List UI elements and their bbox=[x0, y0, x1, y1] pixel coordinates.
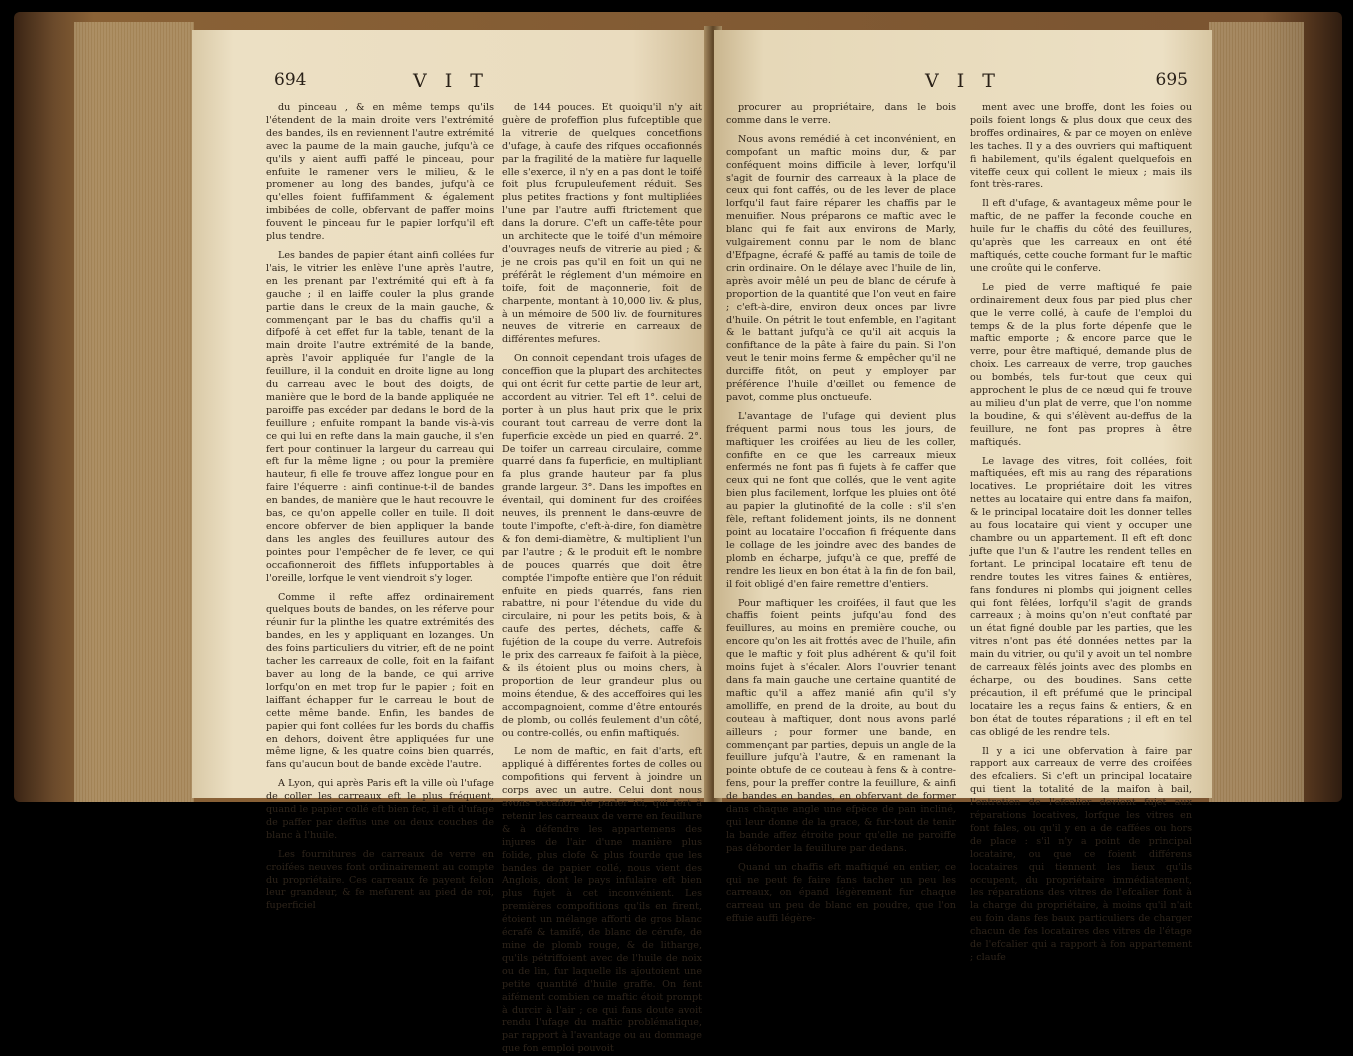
running-head: V I T bbox=[413, 70, 489, 92]
paragraph: Le lavage des vitres, foit collées, foit maftiquées, eft mis au rang des réparations locatives. Le propriétaire doit les vitres nettes au locataire qui entre dans fa maifon, & le principal locataire doit les donner telles au fous locataire qui vient y occuper une chambre ou un appartement. Il eft eft donc jufte que l'un & l'autre les rendent telles en fortant. Le principal locataire eft tenu de rendre toutes les vitres faines & entières, fans fondures ni plombs qui joignent celles qui font fèlées, lorfqu'il s'agit de grands carreaux ; à moins qu'on n'eut conftaté par un état figné double par les parties, que les vitres n'ont pas été données nettes par la main du vitrier, ou qu'il y avoit un tel nombre de carreaux fèlés joints avec des plombs en écharpe, ou des boudines. Sans cette précaution, il eft préfumé que le principal locataire les a reçus fains & entiers, & en bon état de toutes réparations ; il eft en tel cas obligé de les rendre tels. bbox=[970, 455, 1192, 738]
page-edges-right bbox=[1209, 22, 1304, 802]
paragraph: L'avantage de l'ufage qui devient plus fréquent parmi nous tous les jours, de maftiquer les croifées au lieu de les coller, confifte en ce que les carreaux mieux enfermés ne font pas fi fujets à fe caffer que ceux qui ne font que collés, que le vent agite bien plus facilement, lorfque les pluies ont ôté au papier la glutinofité de la colle : s'il s'en fèle, reftant folidement joints, ils ne donnent point au locataire l'occafion fi fréquente dans le collage de les joindre avec des bandes de plomb en écharpe, jufqu'à ce que, preffé de rendre les lieux en bon état à la fin de fon bail, il foit obligé d'en faire remettre d'entiers. bbox=[726, 410, 956, 590]
paragraph: procurer au propriétaire, dans le bois comme dans le verre. bbox=[726, 102, 956, 126]
left-page-header bbox=[192, 70, 710, 100]
right-page-column-1 bbox=[726, 102, 956, 925]
paragraph: Les bandes de papier étant ainfi collées fur l'ais, le vitrier les enlève l'une après l'autre, en les prenant par l'extrémité qui eft à fa gauche ; il en laiffe couler la plus grande partie dans le creux de la main gauche, & commençant par le bas du chaffis qu'il a difpofé à cet effet fur la table, tenant de la main droite l'autre extrémité de la bande, après l'avoir appliquée fur l'angle de la feuillure, il la conduit en droite ligne au long du carreau avec le bout des doigts, de manière que le bord de la bande appliquée ne paroiffe pas excéder par dedans le bord de la feuillure ; enfuite rompant la bande vis-à-vis ce qui lui en refte dans la main gauche, il s'en fert pour continuer la largeur du carreau qui eft fur la même ligne ; ou pour la première hauteur, fi elle fe trouve affez longue pour en faire l'équerre : ainfi continue-t-il de bandes en bandes, de manière que le haut recouvre le bas, ce qu'on appelle coller en tuile. Il doit encore obferver de bien appliquer la bande dans les angles des feuillures autour des pointes pour l'empêcher de fe lever, ce qui occafionneroit des fifflets infupportables à l'oreille, lorfque le vent viendroit s'y loger. bbox=[266, 249, 494, 584]
page-number: 694 bbox=[274, 70, 307, 90]
open-book bbox=[14, 12, 1342, 1055]
left-page-column-1 bbox=[266, 102, 494, 912]
right-page-column-2 bbox=[970, 102, 1192, 963]
paragraph: ment avec une broffe, dont les foies ou poils foient longs & plus doux que ceux des broffes ordinaires, & par ce moyen on enlève les taches. Il y a des ouvriers qui maftiquent fi habilement, qu'ils égalent quelquefois en viteffe ceux qui collent le mieux ; mais ils font très-rares. bbox=[970, 102, 1192, 191]
paragraph: Le nom de maftic, en fait d'arts, eft appliqué à différentes fortes de colles ou compofitions qui fervent à joindre un corps avec un autre. Celui dont nous avons occafion de parler ici, qui fert à retenir les carreaux de verre en feuillure & à défendre les appartemens des injures de l'air d'une manière plus folide, plus clofe & plus fourde que les bandes de papier collé, nous vient des Anglois, dont le pays infulaire eft bien plus fujet à cet inconvénient. Les premières compofitions qu'ils en firent, étoient un mélange afforti de gros blanc écrafé & tamifé, de blanc de cérufe, de mine de plomb rouge, & de litharge, qu'ils pétriffoient avec de l'huile de noix ou de lin, fur laquelle ils ajoutoient une petite quantité d'huile graffe. On fent aifément combien ce maftic étoit prompt à durcir à l'air ; ce qui fans doute avoit rendu l'ufage du maftic problématique, par rapport à l'avantage ou au dommage que fon emploi pouvoit bbox=[502, 746, 702, 1055]
right-page-header bbox=[714, 70, 1212, 100]
running-head: V I T bbox=[925, 70, 1001, 92]
page-number: 695 bbox=[1155, 70, 1188, 90]
paragraph: Le pied de verre maftiqué fe paie ordinairement deux fous par pied plus cher que le verre collé, à caufe de l'emploi du temps & de la plus forte dépenfe que le maftic emporte ; & encore parce que le verre, pour être maftiqué, demande plus de choix. Les carreaux de verre, trop gauches ou bombés, tels fur-tout que ceux qui approchent le plus de ce nœud qui fe trouve au milieu d'un plat de verre, que l'on nomme la boudine, & qui s'élèvent au-deffus de la feuillure, ne font pas propres à être maftiqués. bbox=[970, 281, 1192, 448]
paragraph: du pinceau , & en même temps qu'ils l'étendent de la main droite vers l'extrémité des bandes, ils en reviennent l'autre extrémité avec la paume de la main gauche, jufqu'à ce qu'ils y aient auffi paffé le pinceau, pour enfuite le ramener vers le milieu, & le promener au long des bandes, jufqu'à ce qu'elles foient fuffifamment & également imbibées de colle, obfervant de paffer moins fouvent le pinceau fur le papier lorfqu'il eft plus tendre. bbox=[266, 102, 494, 243]
paragraph: de 144 pouces. Et quoiqu'il n'y ait guère de profeffion plus fufceptible que la vitrerie de quelques concetfions d'ufage, à caufe des rifques occafionnés par la fragilité de la matière fur laquelle elle s'exerce, il n'y en a pas dont le toifé foit plus fcrupuleufement réduit. Ses plus petites fractions y font multipliées l'une par l'autre auffi ftrictement que dans la dorure. C'eft un caffe-tête pour un architecte que le toifé d'un mémoire d'ouvrages neufs de vitrerie au pied ; & je ne crois pas qu'il en foit un qui ne préférât le réglement d'un mémoire en toife, foit de maçonnerie, foit de charpente, montant à 10,000 liv. & plus, à un mémoire de 500 liv. de fournitures neuves de vitrerie en carreaux de différentes mefures. bbox=[502, 102, 702, 346]
right-page bbox=[714, 30, 1212, 963]
paragraph: Comme il refte affez ordinairement quelques bouts de bandes, on les réferve pour réunir fur la plinthe les quatre extrémités des bandes, en les y appliquant en lozanges. Un des foins particuliers du vitrier, eft de ne point tacher les carreaux de colle, foit en la faifant baver au long de la bande, ce qui arrive lorfqu'on en met trop fur le papier ; foit en laiffant échapper fur le carreau le bout de cette même bande. Enfin, les bandes de papier qui font collées fur les bords du chaffis en dehors, doivent être appliquées fur une même ligne, & les quatre coins bien quarrés, fans qu'aucun bout de bande excède l'autre. bbox=[266, 591, 494, 771]
paragraph: Il eft d'ufage, & avantageux même pour le maftic, de ne paffer la feconde couche en huile fur le chaffis du côté des feuillures, qu'après que les carreaux en ont été maftiqués, cette couche formant fur le maftic une croûte qui le conferve. bbox=[970, 198, 1192, 274]
paragraph: Pour maftiquer les croifées, il faut que les chaffis foient peints jufqu'au fond des feuillures, au moins en première couche, ou encore qu'on les ait frottés avec de l'huile, afin que le maftic y foit plus adhérent & qu'il foit moins fujet à s'écaler. Alors l'ouvrier tenant dans fa main gauche une certaine quantité de maftic qu'il a affez manié afin qu'il s'y amolliffe, en prend de la droite, au bout du couteau à maftiquer, dont nous avons parlé ailleurs ; pour former une bande, en commençant par parties, depuis un angle de la feuillure jufqu'à l'autre, & en ramenant la pointe obtufe de ce couteau à fens & à contre-fens, pour la preffer contre la feuillure, & ainfi de bandes en bandes, en obfervant de former dans chaque angle une efpèce de pan incliné, qui leur donne de la grace, & fur-tout de tenir la bande affez étroite pour qu'elle ne paroiffe pas déborder la feuillure par dedans. bbox=[726, 597, 956, 854]
paragraph: Quand un chaffis eft maftiqué en entier, ce qui ne peut fe faire fans tacher un peu les carreaux, on épand légèrement fur chaque carreau un peu de blanc en poudre, que l'on effuie auffi légère- bbox=[726, 861, 956, 925]
paragraph: Il y a ici une obfervation à faire par rapport aux carreaux de verre des croifées des efcaliers. Si c'eft un principal locataire qui tient la totalité de la maifon à bail, l'entretien de l'efcalier devient fujet aux réparations locatives, lorfque les vitres en font fales, ou qu'il y en a de caffées ou hors de place : s'il n'y a point de principal locataire, ou que ce foient différens locataires qui tiennent les lieux qu'ils occupent, du propriétaire immédiatement, les réparations des vitres de l'efcalier font à la charge du propriétaire, à moins qu'il n'ait eu foin dans fes baux particuliers de charger chacun de fes locataires des vitres de l'étage de l'efcalier qui a rapport à fon appartement ; claufe bbox=[970, 745, 1192, 963]
paragraph: A Lyon, qui après Paris eft la ville où l'ufage de coller les carreaux eft le plus fréquent, quand le papier collé eft bien fec, il eft d'ufage de paffer par deffus une ou deux couches de blanc à l'huile. bbox=[266, 778, 494, 841]
paragraph: Les fournitures de carreaux de verre en croifées neuves font ordinairement au compte du propriétaire. Ces carreaux fe payent felon leur grandeur, & fe mefurent au pied de roi, fuperficiel bbox=[266, 848, 494, 912]
paragraph: Nous avons remédié à cet inconvénient, en compofant un maftic moins dur, & par conféquent moins difficile à lever, lorfqu'il s'agit de fournir des carreaux à la place de ceux qui font caffés, ou de les lever de place lorfqu'il faut faire réparer les chaffis par le menuifier. Nous préparons ce maftic avec le blanc qui fe fait aux environs de Marly, vulgairement connu par le nom de blanc d'Efpagne, écrafé & paffé au tamis de toile de crin ordinaire. On le délaye avec l'huile de lin, après avoir mêlé un peu de blanc de cérufe à proportion de la quantité que l'on veut en faire ; c'eft-à-dire, environ deux onces par livre d'huile. On pétrit le tout enfemble, en l'agitant & le battant jufqu'à ce qu'il ait acquis la confiftance de la pâte à faire du pain. Si l'on veut le tenir moins ferme & empêcher qu'il ne durciffe fitôt, on peut y employer par préférence l'huile d'œillet ou femence de pavot, comme plus onctueufe. bbox=[726, 133, 956, 403]
paragraph: On connoit cependant trois ufages de conceffion que la plupart des architectes qui ont écrit fur cette partie de leur art, accordent au vitrier. Tel eft 1°. celui de porter à un plus haut prix que le prix courant tout carreau de verre dont la fuperficie excède un pied en quarré. 2°. De toifer un carreau circulaire, comme quarré dans fa fuperficie, en multipliant fa plus grande hauteur par fa plus grande largeur. 3°. Dans les impoftes en éventail, qui dominent fur des croifées neuves, ils prennent le dans-œuvre de toute l'impofte, c'eft-à-dire, fon diamètre & fon demi-diamètre, & multiplient l'un par l'autre ; & le produit eft le nombre de pouces quarrés que doit être comptée l'impofte entière que l'on réduit enfuite en pieds quarrés, fans rien rabattre, ni pour l'étendue du vide du circulaire, ni pour les petits bois, & à caufe des pertes, déchets, caffe & fujétion de la coupe du verre. Autrefois le prix des carreaux fe faifoit à la pièce, & ils étoient plus ou moins chers, à proportion de leur grandeur plus ou moins étendue, & des acceffoires qui les accompagnoient, comme d'être entourés de plomb, ou collés feulement d'un côté, ou contre-collés, ou enfin maftiqués. bbox=[502, 353, 702, 739]
left-page bbox=[192, 30, 710, 1055]
left-page-column-2 bbox=[502, 102, 702, 1055]
page-edges-left bbox=[74, 22, 194, 802]
